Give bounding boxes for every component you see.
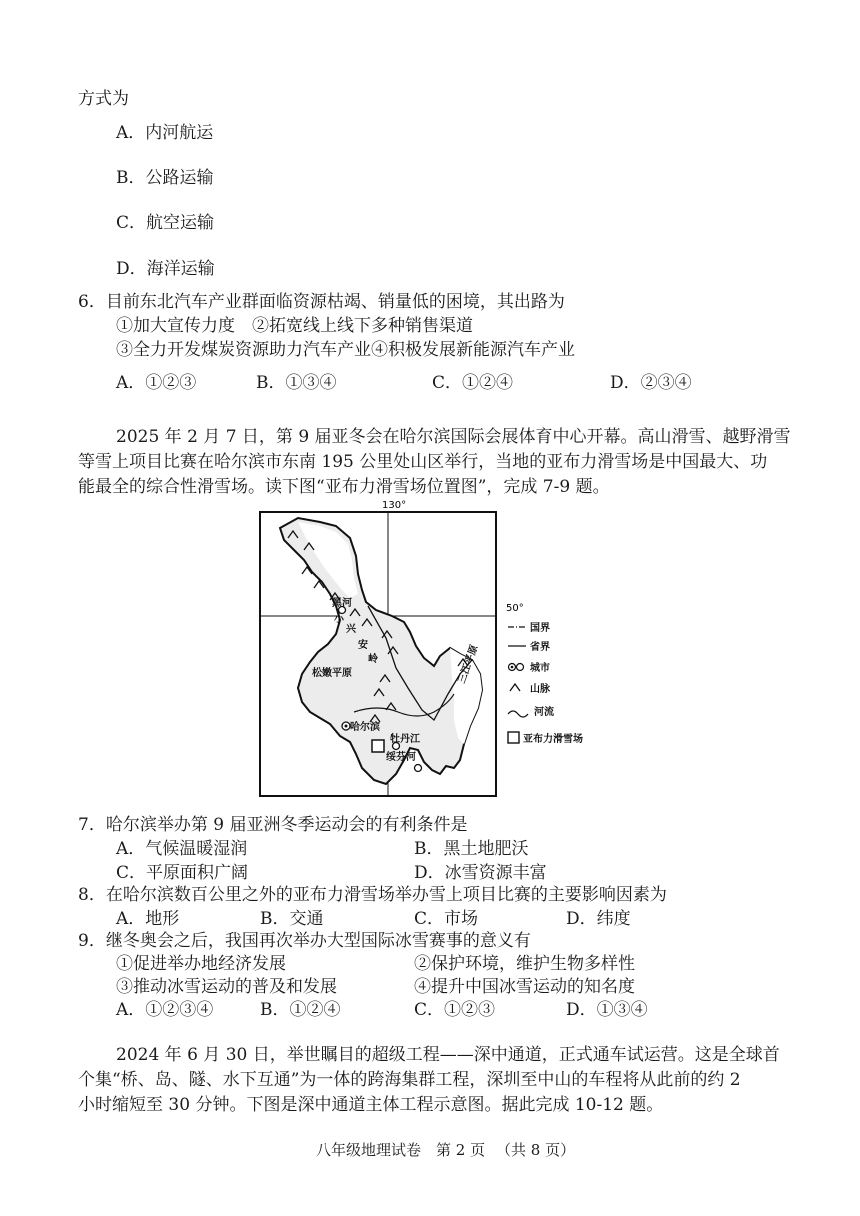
- passage1-line-1: 2025 年 2 月 7 日，第 9 届亚冬会在哈尔滨国际会展体育中心开幕。高山滑雪、越野滑雪: [116, 427, 791, 447]
- q7-option-b: B．黑土地肥沃: [414, 839, 529, 859]
- city-harbin-marker: [342, 722, 350, 730]
- q9-option-b: B．①②④: [260, 1000, 341, 1020]
- city-suifenhe-marker: [415, 765, 422, 772]
- label-heihe: 黑河: [332, 598, 352, 609]
- legend-national-border: 国界: [530, 623, 550, 634]
- label-sanjiang: 三江平原: [456, 643, 481, 686]
- label-plain: 松嫩平原: [312, 668, 352, 679]
- q6-option-d: D．②③④: [610, 373, 692, 393]
- q9-choice-1: ①促进举办地经济发展: [116, 954, 286, 974]
- q6-option-a: A．①②③: [116, 373, 197, 393]
- q7-option-d: D．冰雪资源丰富: [414, 863, 547, 883]
- q7-option-a: A．气候温暖湿润: [116, 839, 248, 859]
- lat-label: 50°: [506, 603, 524, 614]
- q8-option-c: C．市场: [414, 909, 479, 929]
- legend-city: 城市: [530, 663, 550, 674]
- ski-resort-marker: [372, 740, 384, 752]
- legend-river: 河流: [534, 707, 554, 718]
- q6-option-b: B．①③④: [256, 373, 337, 393]
- label-suifenhe: 绥芬河: [386, 752, 416, 763]
- q6-option-c: C．①②④: [432, 373, 514, 393]
- passage2-line-2: 个集“桥、岛、隧、水下互通”为一体的跨海集群工程，深圳至中山的车程将从此前的约 2: [78, 1070, 741, 1090]
- q9-choice-3: ③推动冰雪运动的普及和发展: [116, 977, 337, 997]
- q8-option-a: A．地形: [116, 909, 180, 929]
- lon-label: 130°: [382, 500, 407, 511]
- q6-choice-line-1: ①加大宣传力度 ②拓宽线上线下多种销售渠道: [116, 316, 473, 336]
- q5-stem-tail: 方式为: [78, 89, 129, 109]
- map-legend: [508, 621, 583, 745]
- footer-subject: 八年级地理试卷: [316, 1141, 422, 1159]
- q5-option-b: B．公路运输: [116, 168, 214, 188]
- q9-choice-2: ②保护环境，维护生物多样性: [414, 954, 635, 974]
- passage1-line-3: 能最全的综合性滑雪场。读下图“亚布力滑雪场位置图”，完成 7-9 题。: [78, 477, 610, 497]
- q6-stem: 6．目前东北汽车产业群面临资源枯竭、销量低的困境，其出路为: [78, 292, 565, 312]
- footer-page: 第 2 页: [436, 1141, 486, 1159]
- label-ling: 岭: [368, 654, 378, 665]
- q9-option-d: D．①③④: [566, 1000, 648, 1020]
- label-harbin: 哈尔滨: [350, 722, 380, 733]
- q6-choice-line-2: ③全力开发煤炭资源助力汽车产业④积极发展新能源汽车产业: [116, 340, 575, 360]
- passage2-line-3: 小时缩短至 30 分钟。下图是深中通道主体工程示意图。据此完成 10-12 题。: [78, 1095, 664, 1115]
- q9-option-c: C．①②③: [414, 1000, 496, 1020]
- q5-option-c: C．航空运输: [116, 213, 215, 233]
- label-an: 安: [358, 640, 368, 651]
- q7-option-c: C．平原面积广阔: [116, 863, 249, 883]
- footer-total: （共 8 页）: [496, 1141, 576, 1159]
- passage1-line-2: 等雪上项目比赛在哈尔滨市东南 195 公里处山区举行，当地的亚布力滑雪场是中国最大、功: [78, 452, 768, 472]
- q8-stem: 8．在哈尔滨数百公里之外的亚布力滑雪场举办雪上项目比赛的主要影响因素为: [78, 885, 667, 905]
- passage2-line-1: 2024 年 6 月 30 日，举世瞩目的超级工程——深中通道，正式通车试运营。这是全球首: [116, 1045, 780, 1065]
- q5-option-a: A．内河航运: [116, 123, 214, 143]
- legend-mountain: 山脉: [530, 684, 550, 695]
- legend-ski-resort: 亚布力滑雪场: [523, 734, 583, 745]
- q9-stem: 9．继冬奥会之后，我国再次举办大型国际冰雪赛事的意义有: [78, 931, 531, 951]
- q5-option-d: D．海洋运输: [116, 259, 215, 279]
- label-xing: 兴: [346, 624, 356, 635]
- q9-choice-4: ④提升中国冰雪运动的知名度: [414, 977, 635, 997]
- q7-stem: 7．哈尔滨举办第 9 届亚洲冬季运动会的有利条件是: [78, 815, 468, 835]
- q9-option-a: A．①②③④: [116, 1000, 214, 1020]
- yabuli-location-map: [258, 498, 608, 798]
- legend-provincial-border: 省界: [530, 642, 550, 653]
- label-xiao: 小: [334, 614, 344, 625]
- q8-option-b: B．交通: [260, 909, 324, 929]
- label-mudanjiang: 牡丹江: [390, 734, 420, 745]
- q8-option-d: D．纬度: [566, 909, 631, 929]
